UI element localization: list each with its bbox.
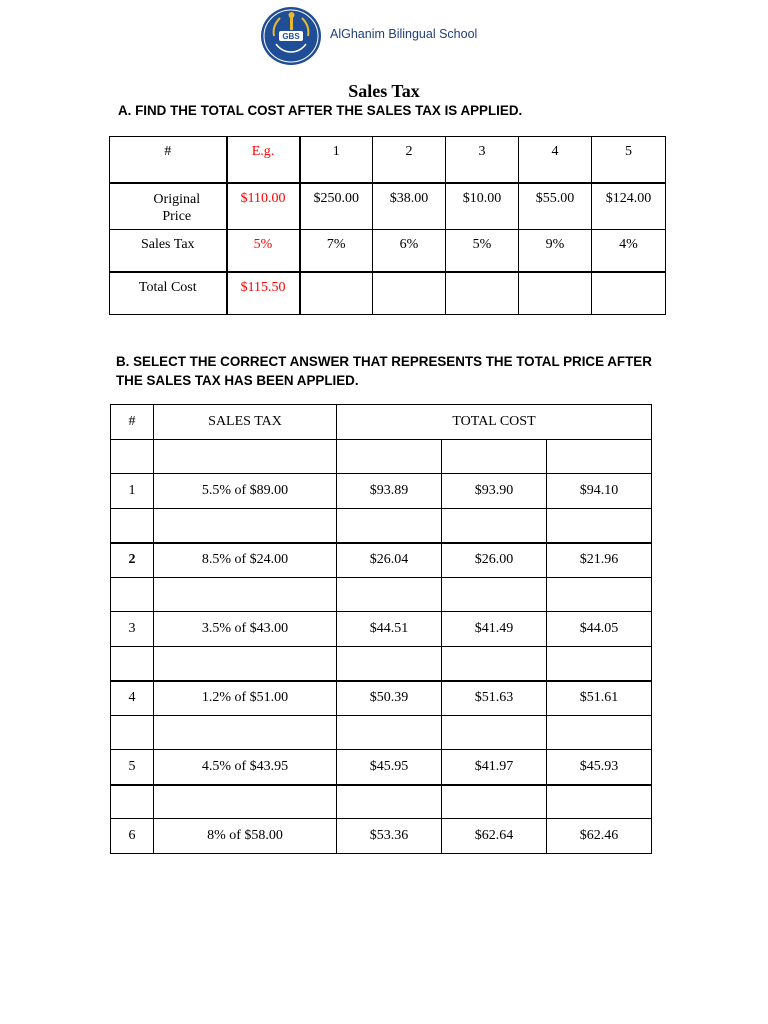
answer-option[interactable]: $93.89 xyxy=(337,474,442,509)
logo-text: GBS xyxy=(282,32,300,41)
example-value: $110.00 xyxy=(227,183,300,230)
spacer-row xyxy=(111,785,652,819)
answer-cell[interactable] xyxy=(446,272,519,315)
answer-cell[interactable] xyxy=(300,272,373,315)
sales-tax-cell: 8.5% of $24.00 xyxy=(154,543,337,578)
answer-cell[interactable] xyxy=(373,272,446,315)
column-header: 1 xyxy=(300,137,373,183)
item-number: 1 xyxy=(111,474,154,509)
table-cell: $55.00 xyxy=(519,183,592,230)
column-header: 2 xyxy=(373,137,446,183)
column-header: # xyxy=(110,137,227,183)
answer-option[interactable]: $26.00 xyxy=(442,543,547,578)
school-header xyxy=(260,6,500,66)
column-header: # xyxy=(111,405,154,440)
answer-option[interactable]: $44.05 xyxy=(547,612,652,647)
row-label: Sales Tax xyxy=(110,230,227,272)
section-b-header-row xyxy=(111,405,652,440)
section-a-header-row xyxy=(110,137,666,183)
table-cell: 5% xyxy=(446,230,519,272)
sales-tax-cell: 5.5% of $89.00 xyxy=(154,474,337,509)
answer-cell[interactable] xyxy=(592,272,666,315)
item-number: 3 xyxy=(111,612,154,647)
spacer-row xyxy=(111,578,652,612)
answer-option[interactable]: $62.46 xyxy=(547,819,652,854)
item-number: 5 xyxy=(111,750,154,785)
table-row xyxy=(111,750,652,785)
answer-option[interactable]: $21.96 xyxy=(547,543,652,578)
answer-option[interactable]: $94.10 xyxy=(547,474,652,509)
column-header: 3 xyxy=(446,137,519,183)
section-b-heading: B. SELECT THE CORRECT ANSWER THAT REPRESENTS THE TOTAL PRICE AFTER THE SALES TAX HAS BEEN APPLIED. xyxy=(116,354,652,388)
item-number: 6 xyxy=(111,819,154,854)
table-row xyxy=(111,681,652,716)
answer-option[interactable]: $51.61 xyxy=(547,681,652,716)
column-header: 5 xyxy=(592,137,666,183)
school-name: AlGhanim Bilingual School xyxy=(330,27,478,41)
answer-option[interactable]: $51.63 xyxy=(442,681,547,716)
spacer-row xyxy=(111,509,652,543)
answer-option[interactable]: $26.04 xyxy=(337,543,442,578)
example-value: 5% xyxy=(227,230,300,272)
column-header: E.g. xyxy=(227,137,300,183)
row-label: Original Price xyxy=(110,183,227,230)
table-cell: 7% xyxy=(300,230,373,272)
answer-option[interactable]: $41.49 xyxy=(442,612,547,647)
answer-option[interactable]: $53.36 xyxy=(337,819,442,854)
answer-option[interactable]: $44.51 xyxy=(337,612,442,647)
answer-cell[interactable] xyxy=(519,272,592,315)
answer-option[interactable]: $93.90 xyxy=(442,474,547,509)
table-cell: 9% xyxy=(519,230,592,272)
item-number: 2 xyxy=(111,543,154,578)
column-header: SALES TAX xyxy=(154,405,337,440)
table-cell: $10.00 xyxy=(446,183,519,230)
table-row xyxy=(110,272,666,315)
answer-option[interactable]: $45.93 xyxy=(547,750,652,785)
table-cell: $250.00 xyxy=(300,183,373,230)
table-cell: 6% xyxy=(373,230,446,272)
table-row xyxy=(110,230,666,272)
section-a-table xyxy=(109,136,666,315)
table-row xyxy=(111,474,652,509)
column-header: 4 xyxy=(519,137,592,183)
example-value: $115.50 xyxy=(227,272,300,315)
answer-option[interactable]: $41.97 xyxy=(442,750,547,785)
sales-tax-cell: 1.2% of $51.00 xyxy=(154,681,337,716)
sales-tax-cell: 8% of $58.00 xyxy=(154,819,337,854)
column-header: TOTAL COST xyxy=(337,405,652,440)
table-row xyxy=(111,612,652,647)
table-cell: $38.00 xyxy=(373,183,446,230)
page-title: Sales Tax xyxy=(348,81,420,101)
spacer-row xyxy=(111,647,652,681)
spacer-row xyxy=(111,440,652,474)
row-label: Total Cost xyxy=(110,272,227,315)
section-a-heading: A. FIND THE TOTAL COST AFTER THE SALES TAX IS APPLIED. xyxy=(118,103,523,118)
school-logo xyxy=(260,6,322,66)
sales-tax-cell: 4.5% of $43.95 xyxy=(154,750,337,785)
table-row xyxy=(110,183,666,230)
table-row xyxy=(111,819,652,854)
answer-option[interactable]: $62.64 xyxy=(442,819,547,854)
answer-option[interactable]: $50.39 xyxy=(337,681,442,716)
spacer-row xyxy=(111,716,652,750)
section-b-table xyxy=(110,404,652,854)
table-cell: $124.00 xyxy=(592,183,666,230)
sales-tax-cell: 3.5% of $43.00 xyxy=(154,612,337,647)
table-cell: 4% xyxy=(592,230,666,272)
answer-option[interactable]: $45.95 xyxy=(337,750,442,785)
item-number: 4 xyxy=(111,681,154,716)
table-row xyxy=(111,543,652,578)
